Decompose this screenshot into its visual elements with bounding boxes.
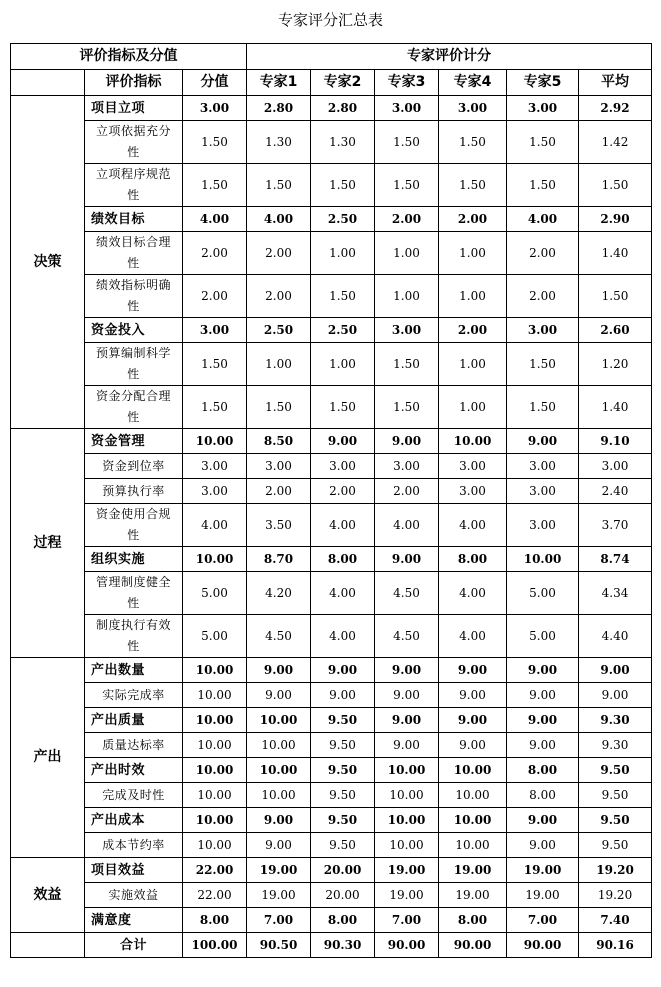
indicator-name: 完成及时性 — [85, 783, 183, 808]
expert-score-cell: 2.00 — [247, 232, 311, 275]
expert-score-cell: 1.50 — [311, 164, 375, 207]
indicator-row — [11, 708, 652, 733]
max-score-cell: 3.00 — [183, 96, 247, 121]
expert-score-cell: 8.00 — [507, 783, 579, 808]
expert-score-cell: 3.00 — [507, 454, 579, 479]
expert-score-cell: 10.00 — [247, 733, 311, 758]
average-cell: 4.40 — [579, 615, 652, 658]
average-cell: 9.00 — [579, 683, 652, 708]
indicator-row — [11, 908, 652, 933]
expert-score-cell: 5.00 — [507, 572, 579, 615]
header-expert-4: 专家4 — [439, 70, 507, 96]
expert-score-cell: 10.00 — [247, 783, 311, 808]
expert-score-cell: 1.00 — [439, 386, 507, 429]
header-group-left: 评价指标及分值 — [11, 44, 247, 70]
expert-score-cell: 10.00 — [375, 833, 439, 858]
max-score-cell: 4.00 — [183, 504, 247, 547]
max-score-cell: 1.50 — [183, 164, 247, 207]
expert-score-cell: 8.00 — [439, 908, 507, 933]
indicator-row — [11, 429, 652, 454]
max-score-cell: 3.00 — [183, 318, 247, 343]
header-expert-5: 专家5 — [507, 70, 579, 96]
header-average: 平均 — [579, 70, 652, 96]
expert-score-cell: 4.00 — [311, 504, 375, 547]
max-score-cell: 1.50 — [183, 121, 247, 164]
expert-score-cell: 10.00 — [247, 708, 311, 733]
expert-score-cell: 3.00 — [375, 318, 439, 343]
average-cell: 9.50 — [579, 833, 652, 858]
expert-score-cell: 9.00 — [311, 683, 375, 708]
expert-score-cell: 1.50 — [375, 386, 439, 429]
category-cell: 过程 — [11, 429, 85, 658]
expert-score-cell: 10.00 — [247, 758, 311, 783]
indicator-name: 产出成本 — [85, 808, 183, 833]
sub-indicator-row — [11, 479, 652, 504]
expert-score-cell: 10.00 — [439, 833, 507, 858]
expert-score-cell: 9.00 — [247, 808, 311, 833]
expert-score-cell: 9.50 — [311, 733, 375, 758]
average-cell: 2.40 — [579, 479, 652, 504]
max-score-cell: 5.00 — [183, 615, 247, 658]
expert-score-cell: 10.00 — [507, 547, 579, 572]
total-value-cell: 100.00 — [183, 933, 247, 958]
max-score-cell: 10.00 — [183, 758, 247, 783]
expert-score-cell: 9.50 — [311, 758, 375, 783]
indicator-name: 资金分配合理性 — [85, 386, 183, 429]
max-score-cell: 10.00 — [183, 683, 247, 708]
expert-score-cell: 20.00 — [311, 883, 375, 908]
expert-score-cell: 2.00 — [439, 207, 507, 232]
expert-score-cell: 2.50 — [311, 207, 375, 232]
expert-score-cell: 1.00 — [247, 343, 311, 386]
max-score-cell: 10.00 — [183, 833, 247, 858]
expert-score-cell: 1.00 — [311, 343, 375, 386]
expert-score-cell: 19.00 — [375, 858, 439, 883]
expert-score-cell: 10.00 — [375, 808, 439, 833]
sub-indicator-row — [11, 733, 652, 758]
indicator-name: 绩效指标明确性 — [85, 275, 183, 318]
expert-score-cell: 9.00 — [375, 683, 439, 708]
indicator-name: 资金到位率 — [85, 454, 183, 479]
average-cell: 9.10 — [579, 429, 652, 454]
expert-score-cell: 1.50 — [311, 275, 375, 318]
total-value-cell: 90.00 — [375, 933, 439, 958]
max-score-cell: 4.00 — [183, 207, 247, 232]
sub-indicator-row — [11, 572, 652, 615]
expert-score-cell: 9.00 — [439, 658, 507, 683]
average-cell: 1.42 — [579, 121, 652, 164]
category-cell: 效益 — [11, 858, 85, 933]
average-cell: 1.40 — [579, 232, 652, 275]
expert-score-table — [10, 43, 652, 958]
expert-score-cell: 9.00 — [375, 429, 439, 454]
expert-score-cell: 9.00 — [507, 808, 579, 833]
expert-score-cell: 3.00 — [247, 454, 311, 479]
max-score-cell: 2.00 — [183, 232, 247, 275]
expert-score-cell: 7.00 — [507, 908, 579, 933]
indicator-name: 实施效益 — [85, 883, 183, 908]
average-cell: 1.20 — [579, 343, 652, 386]
expert-score-cell: 3.00 — [439, 454, 507, 479]
indicator-row — [11, 808, 652, 833]
max-score-cell: 10.00 — [183, 547, 247, 572]
expert-score-cell: 4.00 — [439, 572, 507, 615]
indicator-name: 项目效益 — [85, 858, 183, 883]
expert-score-cell: 1.50 — [247, 386, 311, 429]
expert-score-cell: 9.00 — [439, 733, 507, 758]
expert-score-cell: 10.00 — [375, 783, 439, 808]
expert-score-cell: 2.00 — [247, 479, 311, 504]
expert-score-cell: 1.30 — [311, 121, 375, 164]
expert-score-cell: 4.50 — [247, 615, 311, 658]
expert-score-cell: 1.00 — [439, 232, 507, 275]
expert-score-cell: 2.00 — [311, 479, 375, 504]
indicator-row — [11, 318, 652, 343]
expert-score-cell: 10.00 — [439, 758, 507, 783]
max-score-cell: 10.00 — [183, 429, 247, 454]
average-cell: 9.00 — [579, 658, 652, 683]
average-cell: 19.20 — [579, 883, 652, 908]
indicator-name: 产出时效 — [85, 758, 183, 783]
expert-score-cell: 9.00 — [507, 833, 579, 858]
expert-score-cell: 9.00 — [375, 547, 439, 572]
total-value-cell: 90.16 — [579, 933, 652, 958]
expert-score-cell: 19.00 — [439, 858, 507, 883]
expert-score-cell: 9.00 — [439, 683, 507, 708]
indicator-name: 预算编制科学性 — [85, 343, 183, 386]
indicator-name: 产出数量 — [85, 658, 183, 683]
average-cell: 2.90 — [579, 207, 652, 232]
expert-score-cell: 9.50 — [311, 833, 375, 858]
expert-score-cell: 1.30 — [247, 121, 311, 164]
average-cell: 9.50 — [579, 783, 652, 808]
indicator-name: 质量达标率 — [85, 733, 183, 758]
expert-score-cell: 4.00 — [439, 615, 507, 658]
expert-score-cell: 3.00 — [375, 96, 439, 121]
expert-score-cell: 9.00 — [507, 733, 579, 758]
indicator-name: 项目立项 — [85, 96, 183, 121]
indicator-name: 预算执行率 — [85, 479, 183, 504]
total-value-cell: 90.00 — [439, 933, 507, 958]
sub-indicator-row — [11, 833, 652, 858]
header-expert-1: 专家1 — [247, 70, 311, 96]
expert-score-cell: 4.00 — [375, 504, 439, 547]
expert-score-cell: 9.00 — [311, 429, 375, 454]
expert-score-cell: 3.00 — [507, 318, 579, 343]
header-group-row — [11, 44, 652, 70]
expert-score-cell: 4.00 — [247, 207, 311, 232]
total-empty-cell — [11, 933, 85, 958]
expert-score-cell: 9.00 — [507, 683, 579, 708]
indicator-name: 产出质量 — [85, 708, 183, 733]
page-title: 专家评分汇总表 — [277, 11, 383, 29]
indicator-row — [11, 658, 652, 683]
expert-score-cell: 4.50 — [375, 572, 439, 615]
expert-score-cell: 1.50 — [439, 121, 507, 164]
expert-score-cell: 1.50 — [507, 386, 579, 429]
expert-score-cell: 9.00 — [439, 708, 507, 733]
expert-score-cell: 9.00 — [507, 658, 579, 683]
indicator-row — [11, 547, 652, 572]
expert-score-cell: 2.50 — [311, 318, 375, 343]
sub-indicator-row — [11, 275, 652, 318]
max-score-cell: 2.00 — [183, 275, 247, 318]
expert-score-cell: 3.00 — [507, 479, 579, 504]
expert-score-cell: 3.00 — [507, 96, 579, 121]
indicator-name: 管理制度健全性 — [85, 572, 183, 615]
expert-score-cell: 9.00 — [311, 658, 375, 683]
header-score: 分值 — [183, 70, 247, 96]
expert-score-cell: 9.00 — [375, 708, 439, 733]
expert-score-cell: 1.50 — [311, 386, 375, 429]
header-indicator: 评价指标 — [85, 70, 183, 96]
indicator-name: 制度执行有效性 — [85, 615, 183, 658]
expert-score-cell: 3.00 — [439, 479, 507, 504]
header-group-right: 专家评价计分 — [247, 44, 652, 70]
indicator-name: 资金使用合规性 — [85, 504, 183, 547]
sub-indicator-row — [11, 343, 652, 386]
total-value-cell: 90.50 — [247, 933, 311, 958]
expert-score-cell: 8.50 — [247, 429, 311, 454]
expert-score-cell: 9.50 — [311, 708, 375, 733]
average-cell: 19.20 — [579, 858, 652, 883]
sub-indicator-row — [11, 121, 652, 164]
sub-indicator-row — [11, 504, 652, 547]
expert-score-cell: 5.00 — [507, 615, 579, 658]
average-cell: 3.70 — [579, 504, 652, 547]
indicator-row — [11, 207, 652, 232]
average-cell: 4.34 — [579, 572, 652, 615]
max-score-cell: 3.00 — [183, 479, 247, 504]
max-score-cell: 22.00 — [183, 883, 247, 908]
sub-indicator-row — [11, 783, 652, 808]
expert-score-cell: 19.00 — [375, 883, 439, 908]
expert-score-cell: 8.00 — [311, 908, 375, 933]
max-score-cell: 10.00 — [183, 708, 247, 733]
total-row — [11, 933, 652, 958]
expert-score-cell: 9.00 — [507, 708, 579, 733]
indicator-name: 成本节约率 — [85, 833, 183, 858]
expert-score-cell: 3.00 — [439, 96, 507, 121]
expert-score-cell: 1.00 — [375, 232, 439, 275]
expert-score-cell: 2.00 — [439, 318, 507, 343]
category-cell: 产出 — [11, 658, 85, 858]
expert-score-cell: 2.00 — [507, 275, 579, 318]
max-score-cell: 10.00 — [183, 783, 247, 808]
expert-score-cell: 8.70 — [247, 547, 311, 572]
expert-score-cell: 1.50 — [375, 164, 439, 207]
sub-indicator-row — [11, 454, 652, 479]
sub-indicator-row — [11, 232, 652, 275]
expert-score-cell: 9.00 — [375, 733, 439, 758]
header-empty — [11, 70, 85, 96]
expert-score-cell: 2.80 — [311, 96, 375, 121]
expert-score-cell: 1.00 — [375, 275, 439, 318]
max-score-cell: 10.00 — [183, 658, 247, 683]
max-score-cell: 3.00 — [183, 454, 247, 479]
total-value-cell: 90.30 — [311, 933, 375, 958]
sub-indicator-row — [11, 164, 652, 207]
expert-score-cell: 20.00 — [311, 858, 375, 883]
indicator-row — [11, 96, 652, 121]
average-cell: 2.60 — [579, 318, 652, 343]
expert-score-cell: 2.00 — [375, 207, 439, 232]
indicator-row — [11, 858, 652, 883]
sub-indicator-row — [11, 386, 652, 429]
expert-score-cell: 1.50 — [439, 164, 507, 207]
expert-score-cell: 4.00 — [311, 572, 375, 615]
expert-score-cell: 1.50 — [375, 121, 439, 164]
max-score-cell: 5.00 — [183, 572, 247, 615]
expert-score-cell: 9.00 — [247, 833, 311, 858]
indicator-name: 绩效目标合理性 — [85, 232, 183, 275]
expert-score-cell: 19.00 — [247, 883, 311, 908]
expert-score-cell: 2.00 — [507, 232, 579, 275]
expert-score-cell: 1.00 — [311, 232, 375, 275]
expert-score-cell: 19.00 — [247, 858, 311, 883]
header-columns-row — [11, 70, 652, 96]
header-expert-2: 专家2 — [311, 70, 375, 96]
max-score-cell: 1.50 — [183, 343, 247, 386]
expert-score-cell: 19.00 — [439, 883, 507, 908]
indicator-row — [11, 758, 652, 783]
average-cell: 3.00 — [579, 454, 652, 479]
expert-score-cell: 9.00 — [247, 683, 311, 708]
total-label: 合计 — [85, 933, 183, 958]
header-expert-3: 专家3 — [375, 70, 439, 96]
expert-score-cell: 10.00 — [375, 758, 439, 783]
expert-score-cell: 2.80 — [247, 96, 311, 121]
expert-score-cell: 4.00 — [439, 504, 507, 547]
expert-score-cell: 8.00 — [439, 547, 507, 572]
indicator-name: 实际完成率 — [85, 683, 183, 708]
average-cell: 1.50 — [579, 275, 652, 318]
average-cell: 9.50 — [579, 758, 652, 783]
expert-score-cell: 4.20 — [247, 572, 311, 615]
max-score-cell: 10.00 — [183, 808, 247, 833]
max-score-cell: 8.00 — [183, 908, 247, 933]
expert-score-cell: 3.00 — [507, 504, 579, 547]
expert-score-cell: 1.50 — [507, 121, 579, 164]
expert-score-cell: 9.50 — [311, 783, 375, 808]
average-cell: 9.30 — [579, 708, 652, 733]
expert-score-cell: 2.00 — [247, 275, 311, 318]
expert-score-cell: 2.50 — [247, 318, 311, 343]
expert-score-cell: 1.50 — [507, 343, 579, 386]
expert-score-cell: 9.50 — [311, 808, 375, 833]
expert-score-cell: 9.00 — [507, 429, 579, 454]
average-cell: 9.50 — [579, 808, 652, 833]
max-score-cell: 1.50 — [183, 386, 247, 429]
expert-score-cell: 10.00 — [439, 783, 507, 808]
indicator-name: 立项程序规范性 — [85, 164, 183, 207]
expert-score-cell: 4.00 — [311, 615, 375, 658]
expert-score-cell: 2.00 — [375, 479, 439, 504]
expert-score-cell: 8.00 — [507, 758, 579, 783]
expert-score-cell: 9.00 — [247, 658, 311, 683]
expert-score-cell: 1.00 — [439, 343, 507, 386]
expert-score-cell: 1.50 — [507, 164, 579, 207]
indicator-name: 资金管理 — [85, 429, 183, 454]
average-cell: 1.50 — [579, 164, 652, 207]
average-cell: 2.92 — [579, 96, 652, 121]
average-cell: 1.40 — [579, 386, 652, 429]
expert-score-cell: 4.00 — [507, 207, 579, 232]
expert-score-cell: 7.00 — [247, 908, 311, 933]
expert-score-cell: 19.00 — [507, 858, 579, 883]
expert-score-cell: 10.00 — [439, 808, 507, 833]
indicator-name: 绩效目标 — [85, 207, 183, 232]
sub-indicator-row — [11, 615, 652, 658]
expert-score-cell: 10.00 — [439, 429, 507, 454]
expert-score-cell: 3.00 — [375, 454, 439, 479]
expert-score-cell: 4.50 — [375, 615, 439, 658]
max-score-cell: 22.00 — [183, 858, 247, 883]
expert-score-cell: 1.00 — [439, 275, 507, 318]
expert-score-cell: 3.00 — [311, 454, 375, 479]
average-cell: 9.30 — [579, 733, 652, 758]
sub-indicator-row — [11, 683, 652, 708]
expert-score-cell: 3.50 — [247, 504, 311, 547]
expert-score-cell: 1.50 — [375, 343, 439, 386]
sub-indicator-row — [11, 883, 652, 908]
indicator-name: 资金投入 — [85, 318, 183, 343]
indicator-name: 满意度 — [85, 908, 183, 933]
expert-score-cell: 19.00 — [507, 883, 579, 908]
expert-score-cell: 8.00 — [311, 547, 375, 572]
expert-score-cell: 1.50 — [247, 164, 311, 207]
expert-score-cell: 7.00 — [375, 908, 439, 933]
average-cell: 7.40 — [579, 908, 652, 933]
indicator-name: 立项依据充分性 — [85, 121, 183, 164]
max-score-cell: 10.00 — [183, 733, 247, 758]
average-cell: 8.74 — [579, 547, 652, 572]
indicator-name: 组织实施 — [85, 547, 183, 572]
expert-score-cell: 9.00 — [375, 658, 439, 683]
total-value-cell: 90.00 — [507, 933, 579, 958]
category-cell: 决策 — [11, 96, 85, 429]
